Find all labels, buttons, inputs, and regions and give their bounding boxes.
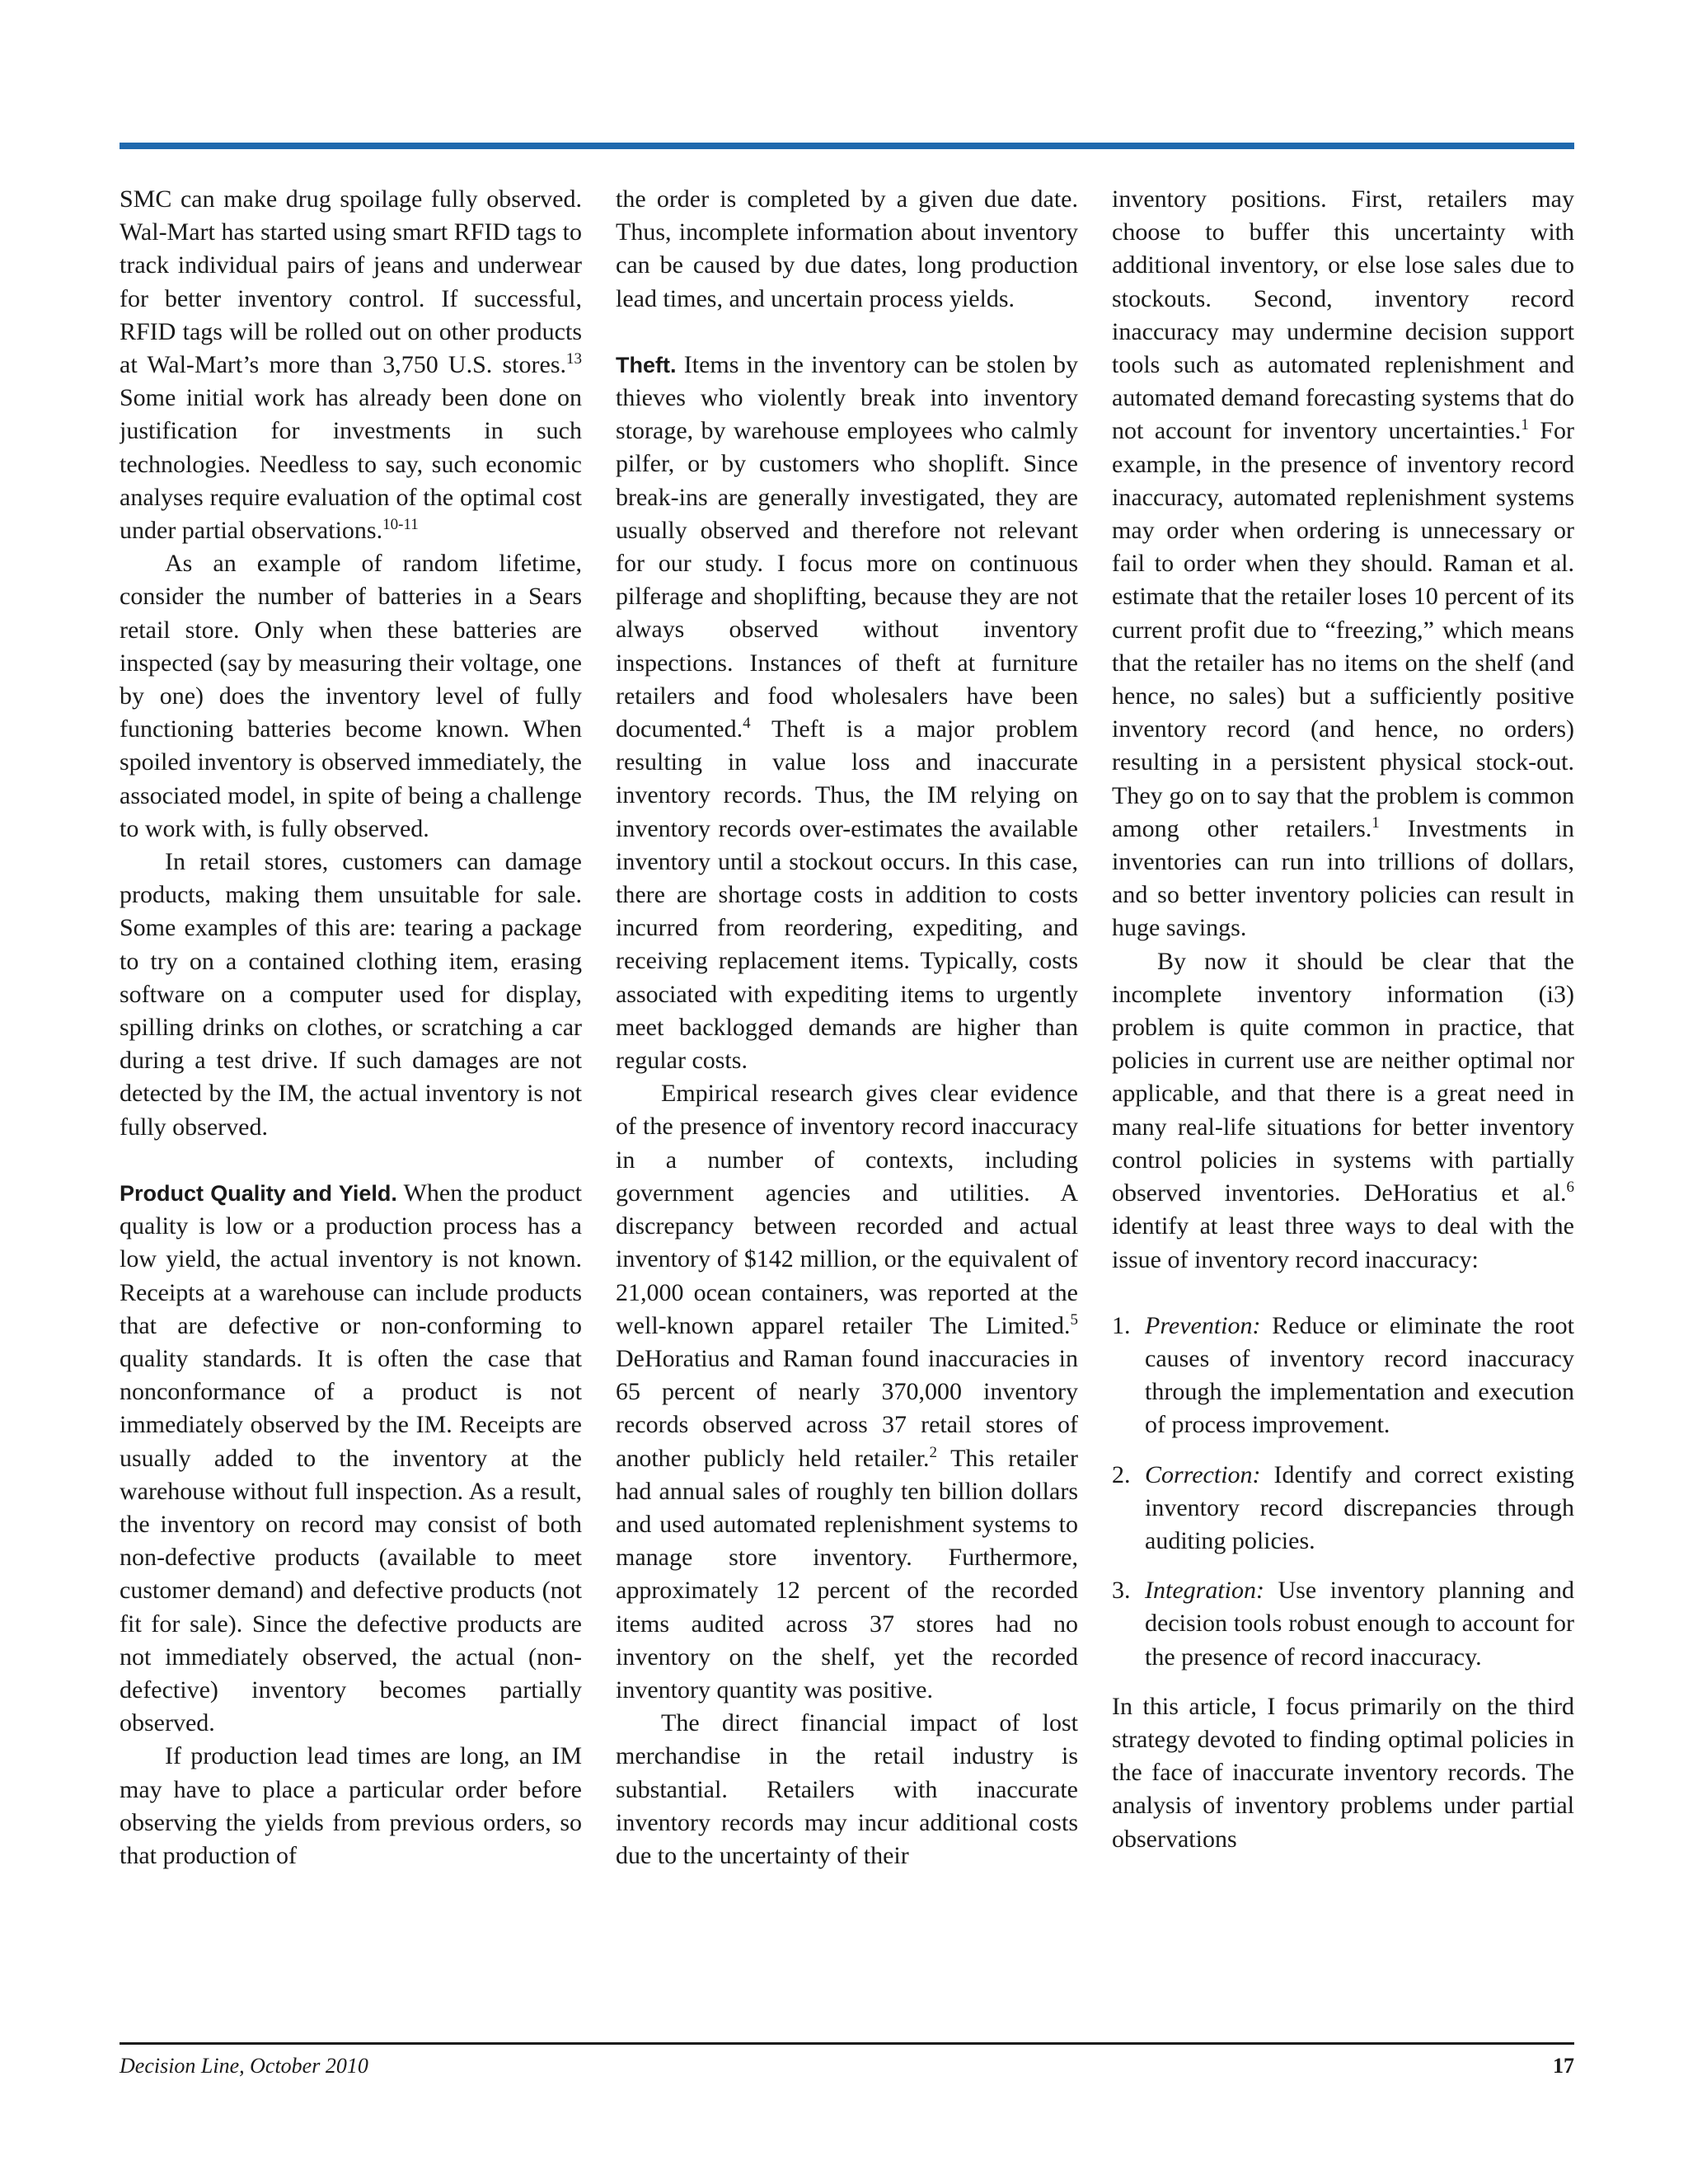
footnote-ref: 10-11	[382, 516, 419, 534]
paragraph: Product Quality and Yield. When the product quality is low or a production process has a low yield, the actual inventory is not known. Receipts at a warehouse can include products that are defective or non-conforming to quality standards. It is often the case that nonconformance of a product is not immediately observed by the IM. Receipts are usually added to the inventory at the warehouse without full inspection. As a result, the inventory on record may consist of both non-defective products (available to meet customer demand) and defective products (not fit for sale). Since the defective products are not immediately observed, the actual (non-defective) inventory becomes partially observed.	[120, 1179, 582, 1737]
paragraph: the order is completed by a given due date. Thus, incomplete information about inventory can be caused by due dates, long production lead times, and uncertain process yields.	[616, 185, 1078, 312]
column-2	[616, 183, 1078, 2017]
list-term: Prevention:	[1145, 1311, 1261, 1339]
footnote-ref: 2	[929, 1443, 938, 1461]
paragraph: Empirical research gives clear evidence of the presence of inventory record inaccuracy in a number of contexts, including government agencies and utilities. A discrepancy between recorded and actual inventory of $142 million, or the equivalent of 21,000 ocean containers, was reported at the well-known apparel retailer The Limited.$^5$ DeHoratius and Raman found inaccuracies in 65 percent of nearly 370,000 inventory records observed across 37 retail stores of another publicly held retailer.$^2$ This retailer had annual sales of roughly ten billion dollars and used automated replenishment systems to manage store inventory. Furthermore, approximately 12 percent of the recorded items audited across 37 stores had no inventory on the shelf, yet the recorded inventory quantity was positive.	[616, 1080, 1078, 1704]
footnote-ref: 5	[1070, 1310, 1078, 1329]
paragraph: By now it should be clear that the incomplete inventory information (i3) problem is quite common in practice, that policies in current use are neither optimal nor applicable, and that there is a great need in many real-life situations for better inventory control policies in systems with partially observed inventories. DeHoratius et al.$^6$ identify at least three ways to deal with the issue of inventory record inaccuracy:	[1112, 947, 1574, 1273]
column-1	[120, 183, 582, 2017]
list-term: Integration:	[1145, 1577, 1264, 1605]
paragraph: inventory positions. First, retailers may choose to buffer this uncertainty with additional inventory, or else lose sales due to stockouts. Second, inventory record inaccuracy may undermine decision support tools such as automated replenishment and automated demand forecasting systems that do not account for inventory uncertainties.$^1$ For example, in the presence of inventory record inaccuracy, automated replenishment systems may order when ordering is unnecessary or fail to order when they should. Raman et al. estimate that the retailer loses 10 percent of its current profit due to “freezing,” which means that the retailer has no items on the shelf (and hence, no sales) but a sufficiently positive inventory record (and hence, no orders) resulting in a persistent physical stock-out. They go on to say that the problem is common among other retailers.$^1$ Investments in inventories can run into trillions of dollars, and so better inventory policies can result in huge savings.	[1112, 185, 1574, 942]
list-number: 3.	[1112, 1577, 1131, 1605]
list-item: 3. Integration: Use inventory planning and decision tools robust enough to account for the presence of record inaccuracy.	[1112, 1574, 1574, 1674]
publication-name: Decision Line, October 2010	[120, 2054, 368, 2078]
list-number: 2.	[1112, 1460, 1131, 1488]
list-item: 2. Correction: Identify and correct existing inventory record discrepancies through auditing policies.	[1112, 1459, 1574, 1558]
paragraph: The direct financial impact of lost merchandise in the retail industry is substantial. Retailers with inaccurate inventory records may incur additional costs due to the uncertainty of their	[616, 1709, 1078, 1869]
paragraph: As an example of random lifetime, consider the number of batteries in a Sears retail store. Only when these batteries are inspected (say by measuring their voltage, one by one) does the inventory level of fully functioning batteries become known. When spoiled inventory is observed immediately, the associated model, in spite of being a challenge to work with, is fully observed.	[120, 550, 582, 842]
list-number: 1.	[1112, 1311, 1131, 1339]
footnote-ref: 13	[566, 350, 582, 368]
strategy-list	[1112, 1310, 1574, 1674]
paragraph: SMC can make drug spoilage fully observed. Wal-Mart has started using smart RFID tags to track individual pairs of jeans and underwear for better inventory control. If successful, RFID tags will be rolled out on other products at Wal-Mart’s more than 3,750 U.S. stores.$^{13}$ Some initial work has already been done on justification for investments in such technologies. Needless to say, such economic analyses require evaluation of the optimal cost under partial observations.$^{10-11}$	[120, 185, 582, 545]
section-heading: Theft.	[616, 352, 677, 377]
paragraph: In this article, I focus primarily on the third strategy devoted to finding optimal policies in the face of inaccurate inventory records. The analysis of inventory problems under partial observations	[1112, 1692, 1574, 1853]
footnote-ref: 1	[1521, 416, 1529, 434]
list-term: Correction:	[1145, 1460, 1261, 1488]
article-body	[120, 183, 1574, 2017]
paragraph: If production lead times are long, an IM may have to place a particular order before observing the yields from previous orders, so that production of	[120, 1742, 582, 1869]
footnote-ref: 6	[1566, 1179, 1574, 1197]
footnote-ref: 1	[1372, 813, 1380, 832]
page-number: 17	[1553, 2054, 1574, 2078]
footer-rule	[120, 2042, 1574, 2045]
section-heading: Product Quality and Yield.	[120, 1180, 397, 1206]
paragraph: Theft. Items in the inventory can be stolen by thieves who violently break into inventory storage, by warehouse employees who calmly pilfer, or by customers who shoplift. Since break-ins are generally investigated, they are usually observed and therefore not relevant for our study. I focus more on continuous pilferage and shoplifting, because they are not always observed without inventory inspections. Instances of theft at furniture retailers and food wholesalers have been documented.$^4$ Theft is a major problem resulting in value loss and inaccurate inventory records. Thus, the IM relying on inventory records over-estimates the available inventory until a stockout occurs. In this case, there are shortage costs in addition to costs incurred from reordering, expediting, and receiving replacement items. Typically, costs associated with expediting items to urgently meet backlogged demands are higher than regular costs.	[616, 350, 1078, 1075]
column-3	[1112, 183, 1574, 2017]
header-rule	[120, 143, 1574, 149]
footnote-ref: 4	[743, 715, 751, 733]
paragraph: In retail stores, customers can damage products, making them unsuitable for sale. Some examples of this are: tearing a package to try on a contained clothing item, erasing software on a computer used for display, spilling drinks on clothes, or scratching a car during a test drive. If such damages are not detected by the IM, the actual inventory is not fully observed.	[120, 848, 582, 1141]
list-item: 1. Prevention: Reduce or eliminate the root causes of inventory record inaccuracy through the implementation and execution of process improvement.	[1112, 1310, 1574, 1442]
